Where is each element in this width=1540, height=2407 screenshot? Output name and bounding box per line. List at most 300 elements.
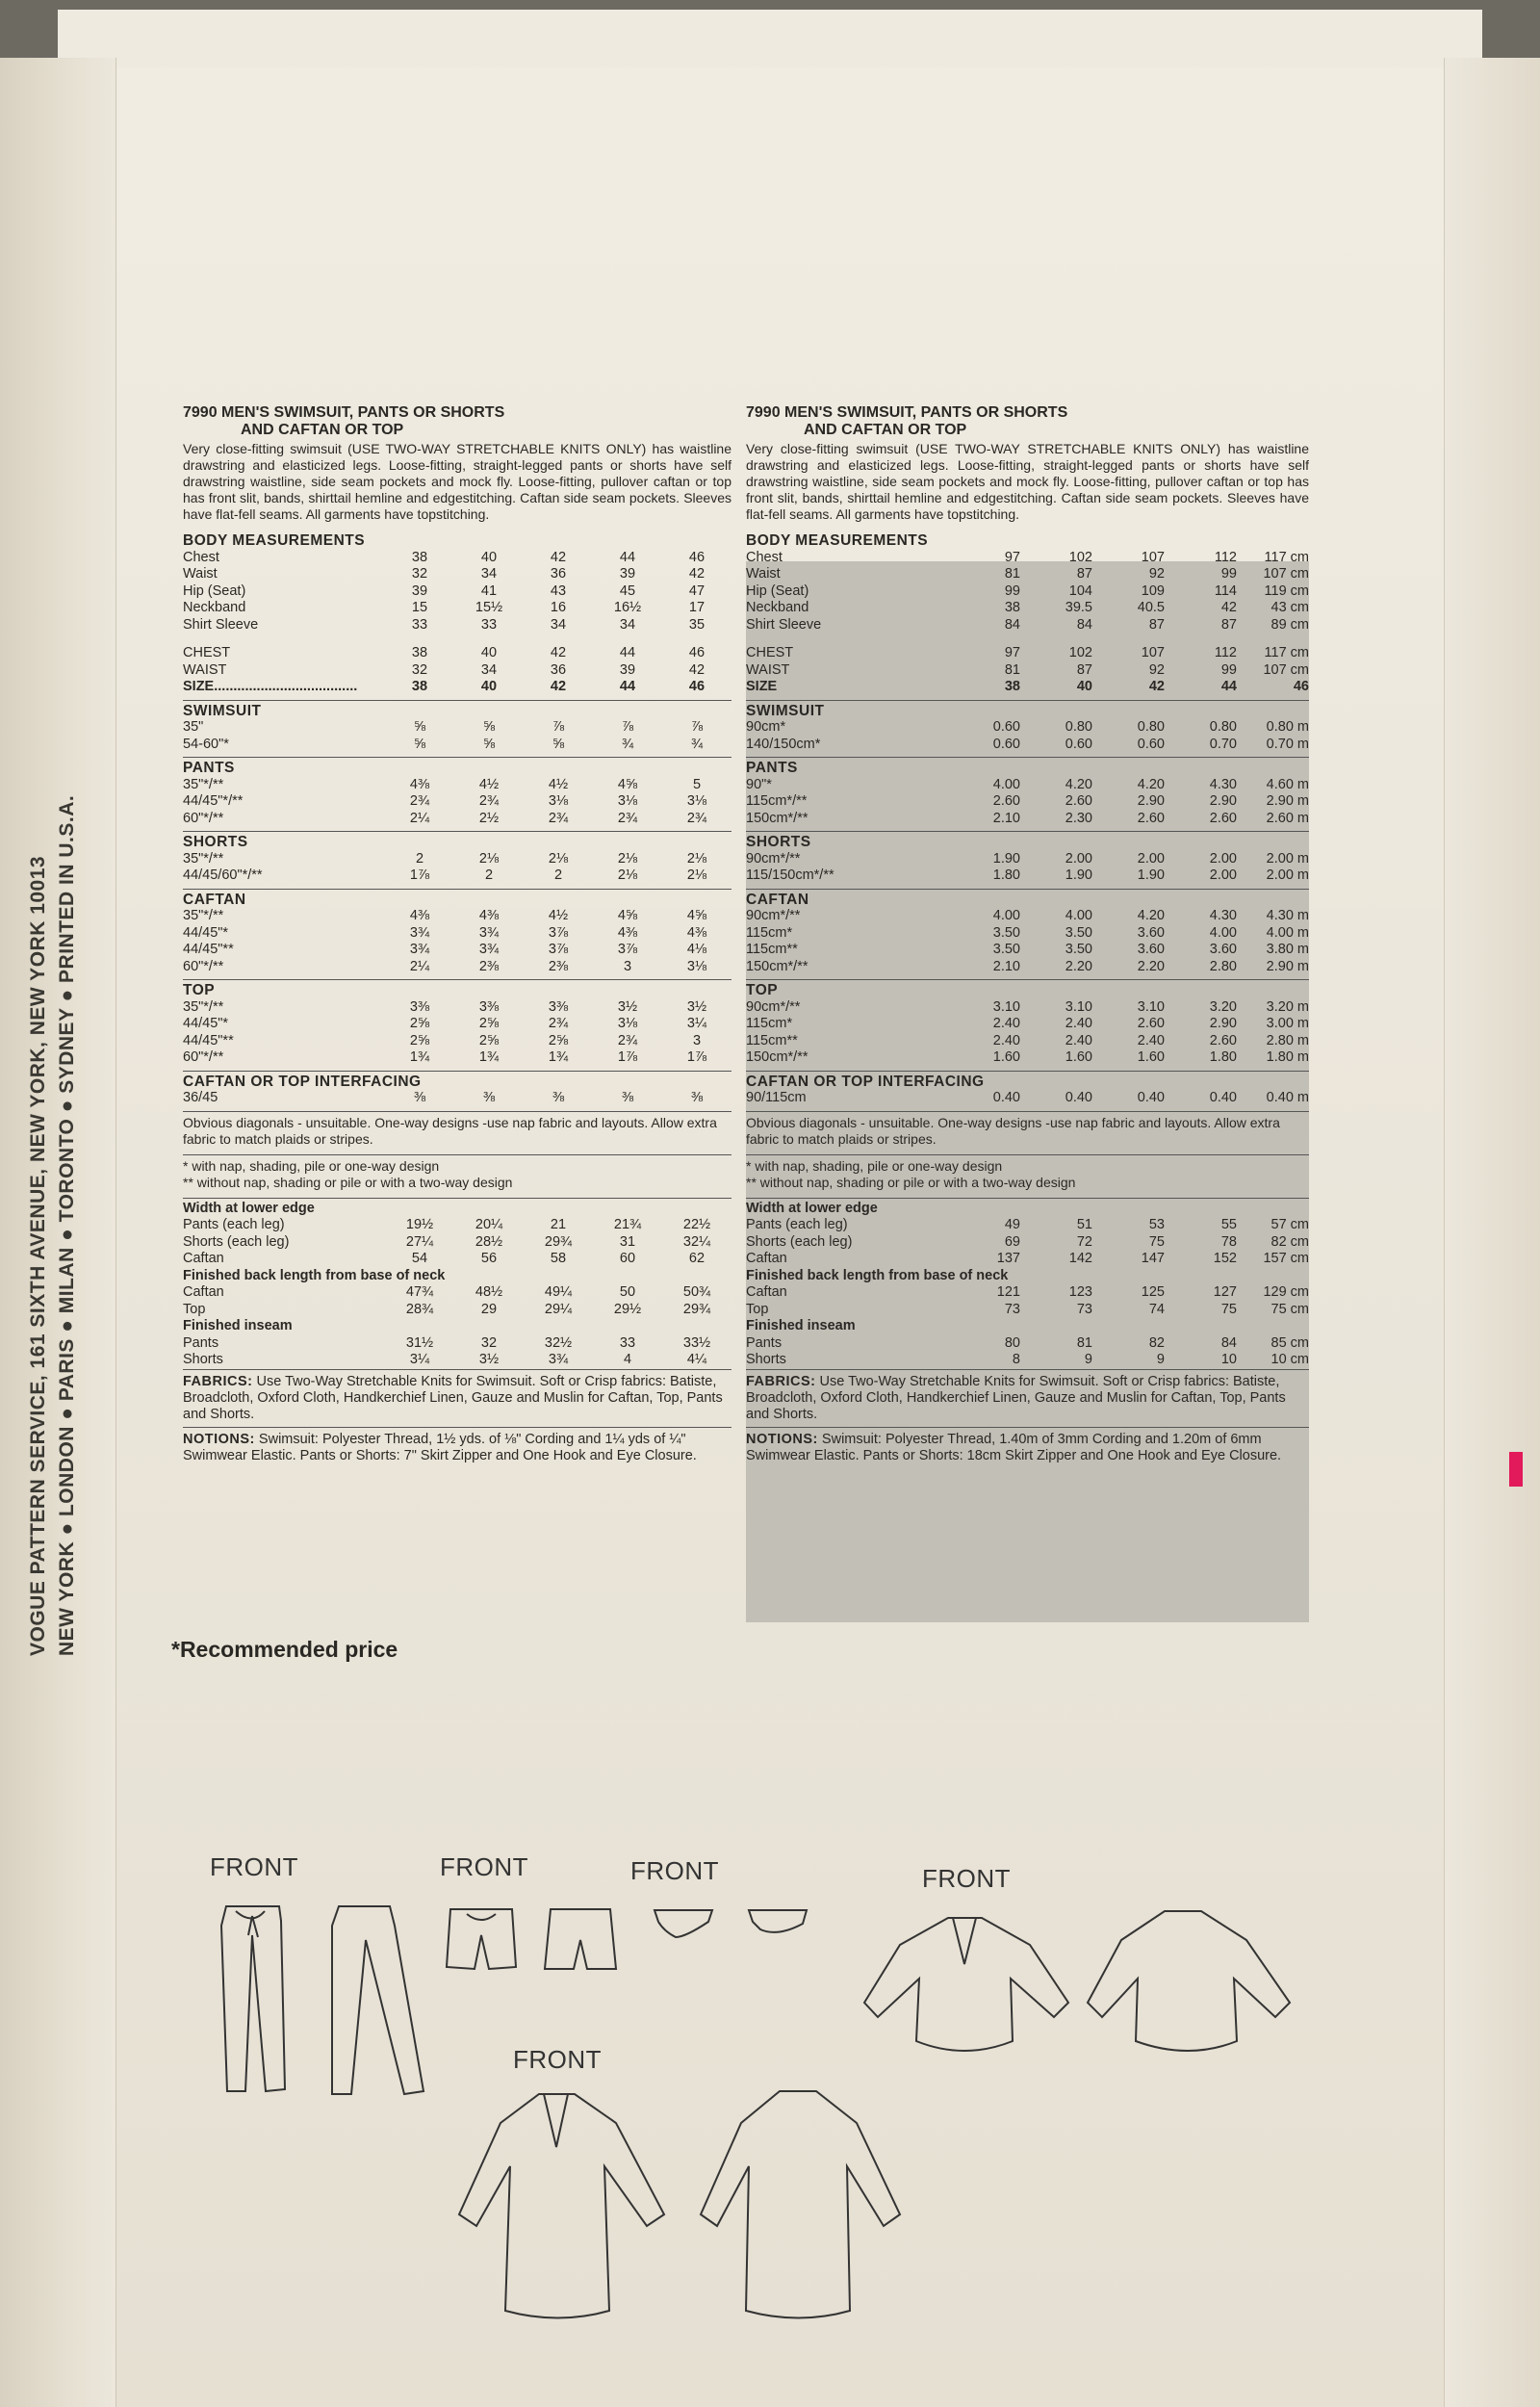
row-value: 44 (619, 549, 636, 565)
row-value: 0.40 (992, 1090, 1020, 1105)
row-value: ¾ (621, 736, 634, 752)
row-value: 3.00 m (1266, 1016, 1309, 1031)
row-value: 99 (1220, 566, 1237, 582)
row-value: 38 (411, 679, 428, 694)
row-label: 44/45"** (183, 942, 234, 957)
row-value: 48½ (475, 1284, 503, 1300)
row-label: Caftan (746, 1284, 787, 1300)
row-label: Shirt Sleeve (746, 616, 822, 633)
row-value: 75 (1220, 1301, 1237, 1317)
row-value: 2.40 (1065, 1032, 1092, 1048)
row-label: SIZE (746, 679, 778, 694)
row-value: 2⅝ (478, 1016, 500, 1031)
notions-label: NOTIONS: (183, 1431, 255, 1447)
row-value: 107 cm (1263, 661, 1309, 678)
row-value: 36 (550, 661, 567, 678)
row-value: 81 (1004, 661, 1020, 678)
row-value: 10 cm (1270, 1352, 1309, 1367)
row-value: 2.40 (992, 1016, 1020, 1031)
row-value: 0.70 (1209, 736, 1237, 752)
row-value: 1.60 (1137, 1049, 1165, 1065)
row-value: 40 (480, 679, 498, 694)
row-value: 1.80 m (1266, 1049, 1309, 1065)
row-value: 57 cm (1270, 1217, 1309, 1232)
row-value: 33 (619, 1334, 636, 1351)
row-value: 42 (1220, 600, 1237, 615)
row-value: 22½ (682, 1217, 711, 1232)
row-value: ⅜ (690, 1090, 704, 1105)
row-value: 137 (996, 1251, 1020, 1266)
row-label: CHEST (183, 645, 231, 660)
row-value: 3⅛ (686, 793, 707, 809)
row-label: Pants (each leg) (746, 1217, 848, 1232)
row-value: 0.60 (1065, 736, 1092, 752)
row-value: 3.20 m (1266, 998, 1309, 1015)
row-value: 75 cm (1270, 1301, 1309, 1317)
row-value: 3⅛ (617, 793, 638, 809)
row-value: 2⅛ (548, 850, 569, 867)
row-label: Shorts (183, 1352, 223, 1367)
row-label: Neckband (183, 600, 246, 615)
fabric-note: Obvious diagonals - unsuitable. One-way designs -use nap fabric and layouts. Allow extra fabric to match plaids or stripes. (183, 1111, 732, 1151)
row-value: 3.50 (1065, 942, 1092, 957)
top-back-drawing (1088, 1911, 1290, 2051)
row-value: 92 (1148, 661, 1165, 678)
row-value: 29 (480, 1301, 498, 1317)
row-value: 3.60 (1137, 924, 1165, 941)
row-value: 127 (1213, 1284, 1237, 1300)
row-value: 92 (1148, 566, 1165, 582)
row-value: 2.60 (1137, 1016, 1165, 1031)
row-value: 47¾ (405, 1284, 434, 1300)
row-value: 15 (411, 600, 428, 615)
row-value: 2.90 m (1266, 793, 1309, 809)
row-label: Caftan (746, 1251, 787, 1266)
row-value: 4⅜ (409, 776, 430, 792)
row-label: CHEST (746, 645, 794, 660)
row-value: 40 (480, 645, 498, 660)
row-value: 3⅛ (686, 958, 707, 974)
section-heading: PANTS (183, 760, 235, 776)
row-value: 142 (1068, 1251, 1092, 1266)
row-value: 38 (411, 645, 428, 660)
row-value: 2⅝ (409, 1032, 430, 1048)
row-value: 21 (550, 1217, 567, 1232)
row-value: 2.80 (1209, 958, 1237, 974)
row-value: 4½ (548, 908, 569, 923)
row-value: 33 (411, 616, 428, 633)
row-value: 3.10 (992, 998, 1020, 1015)
row-value: 87 (1076, 661, 1092, 678)
row-value: 69 (1004, 1233, 1020, 1250)
row-value: 9 (1156, 1352, 1165, 1367)
row-value: 3¼ (409, 1352, 430, 1367)
row-value: 1¾ (409, 1049, 430, 1065)
row-value: 51 (1076, 1217, 1092, 1232)
width-heading: Width at lower edge (746, 1200, 878, 1216)
row-value: 1⅞ (617, 1049, 638, 1065)
row-value: 60 (619, 1251, 636, 1266)
row-value: 35 (688, 616, 706, 633)
row-value: 40 (1076, 679, 1092, 694)
row-value: 39 (619, 661, 636, 678)
row-label: Shorts (each leg) (746, 1233, 853, 1250)
row-value: ⅝ (413, 719, 426, 735)
section-heading: CAFTAN OR TOP INTERFACING (746, 1073, 985, 1090)
top-front-drawing (864, 1918, 1068, 2051)
row-value: 102 (1068, 645, 1092, 660)
row-value: ⅜ (413, 1090, 426, 1105)
row-value: 3¾ (409, 942, 430, 957)
row-value: 38 (411, 549, 428, 565)
row-value: 3⅜ (478, 998, 500, 1015)
row-value: 1⅞ (686, 1049, 707, 1065)
row-value: 3¾ (548, 1352, 569, 1367)
fabrics-text: Use Two-Way Stretchable Knits for Swimsuit. Soft or Crisp fabrics: Batiste, Broadcloth, Oxford Cloth, Handkerchief Linen, Gauze and Muslin for Caftan, Top, Pants and Shorts. (746, 1373, 1286, 1422)
row-value: 2.40 (1137, 1032, 1165, 1048)
row-value: 2.60 (1065, 793, 1092, 809)
row-value: 4.30 (1209, 776, 1237, 792)
row-value: 4.00 m (1266, 924, 1309, 941)
row-value: 114 (1214, 582, 1237, 599)
row-value: 2.60 (992, 793, 1020, 809)
garment-description: Very close-fitting swimsuit (USE TWO-WAY STRETCHABLE KNITS ONLY) has waistline drawstring and elasticized legs. Loose-fitting, straight-legged pants or shorts have self drawstring waistline, side seam pockets and mock fly. Loose-fitting, pullover caftan or top has front slit, bands, shirttail hemline and edgestitching. Caftan side seam pockets. Sleeves have flat-fell seams. All garments have topstitching. (183, 441, 732, 522)
row-value: 87 (1076, 566, 1092, 582)
row-value: 44 (619, 679, 636, 694)
row-value: 3.50 (1065, 924, 1092, 941)
row-value: 4 (623, 1352, 632, 1367)
section-heading: SHORTS (746, 834, 811, 850)
row-value: 3.60 (1137, 942, 1165, 957)
nap-note-without: ** without nap, shading or pile or with a two-way design (183, 1174, 513, 1190)
row-value: 2¾ (548, 1016, 569, 1031)
inseam-heading: Finished inseam (746, 1318, 856, 1333)
row-value: 2.00 (1209, 867, 1237, 883)
garment-description: Very close-fitting swimsuit (USE TWO-WAY STRETCHABLE KNITS ONLY) has waistline drawstring and elasticized legs. Loose-fitting, straight-legged pants or shorts have self drawstring waistline, side seam pockets and mock fly. Loose-fitting, pullover caftan or top has front slit, bands, shirttail hemline and edgestitching. Caftan side seam pockets. Sleeves have flat-fell seams. All garments have topstitching. (746, 441, 1309, 522)
row-label: Top (183, 1301, 206, 1317)
row-label: Shorts (746, 1352, 786, 1367)
row-label: 36/45 (183, 1090, 218, 1105)
row-value: 2.80 m (1266, 1032, 1309, 1048)
row-value: 4⅝ (617, 776, 638, 792)
row-value: 2.20 (1137, 958, 1165, 974)
row-value: 2⅝ (548, 1032, 569, 1048)
row-value: 4⅝ (617, 908, 638, 923)
row-value: 42 (550, 679, 567, 694)
row-value: 27¼ (405, 1233, 434, 1250)
row-label: 44/45/60"*/** (183, 867, 263, 883)
row-value: 119 cm (1264, 582, 1309, 599)
row-value: 32½ (544, 1334, 573, 1351)
row-value: 81 (1004, 566, 1020, 582)
row-label: 115cm* (746, 1016, 793, 1031)
row-value: 112 (1214, 645, 1237, 660)
row-value: ⅞ (690, 719, 704, 735)
row-value: 42 (1148, 679, 1165, 694)
row-value: 87 (1148, 616, 1165, 633)
row-value: 2.00 (1065, 850, 1092, 867)
row-value: 43 cm (1270, 600, 1309, 615)
row-value: 2.10 (992, 810, 1020, 826)
row-label: 115cm* (746, 924, 793, 941)
row-label: 35"*/** (183, 908, 224, 923)
row-label: 140/150cm* (746, 736, 821, 752)
row-value: 4½ (548, 776, 569, 792)
row-label: 44/45"* (183, 1016, 229, 1031)
row-value: 117 cm (1264, 645, 1309, 660)
back-length-heading: Finished back length from base of neck (746, 1267, 1009, 1283)
row-label: 44/45"*/** (183, 793, 244, 809)
fabric-note: Obvious diagonals - unsuitable. One-way designs -use nap fabric and layouts. Allow extra fabric to match plaids or stripes. (746, 1111, 1309, 1151)
row-value: ⅜ (552, 1090, 565, 1105)
row-value: 97 (1004, 549, 1020, 565)
row-label: WAIST (183, 661, 227, 678)
row-value: 42 (688, 661, 706, 678)
row-value: 34 (480, 661, 498, 678)
label-pants-front: FRONT (210, 1852, 299, 1881)
pants-front-drawing (221, 1906, 285, 2091)
fabrics-text: Use Two-Way Stretchable Knits for Swimsuit. Soft or Crisp fabrics: Batiste, Broadcloth, Oxford Cloth, Handkerchief Linen, Gauze and Muslin for Caftan, Top, Pants and Shorts. (183, 1373, 723, 1422)
row-value: 109 (1141, 582, 1165, 599)
row-value: 39 (619, 566, 636, 582)
row-value: 32 (411, 661, 428, 678)
row-value: 49¼ (544, 1284, 573, 1300)
row-value: 47 (688, 582, 706, 599)
row-label: SIZE..................................... (183, 679, 358, 694)
row-label: 90/115cm (746, 1090, 807, 1105)
section-heading: SWIMSUIT (746, 702, 825, 719)
row-value: 82 (1148, 1334, 1165, 1351)
row-value: 49 (1004, 1217, 1020, 1232)
row-value: 1⅞ (409, 867, 430, 883)
row-value: 46 (688, 549, 706, 565)
row-value: 2.10 (992, 958, 1020, 974)
row-value: 87 (1220, 616, 1237, 633)
row-value: 4⅜ (409, 908, 430, 923)
row-value: 99 (1004, 582, 1020, 599)
section-heading: CAFTAN (746, 891, 809, 908)
row-value: 2.90 (1137, 793, 1165, 809)
body-measurements-heading: BODY MEASUREMENTS (746, 532, 929, 549)
row-value: 2⅛ (617, 850, 638, 867)
row-value: 28½ (475, 1233, 503, 1250)
row-value: 89 cm (1270, 616, 1309, 633)
row-value: 46 (1293, 679, 1309, 694)
row-value: 2.40 (1065, 1016, 1092, 1031)
row-value: 0.80 (1209, 719, 1237, 735)
title-line2: AND CAFTAN OR TOP (241, 422, 404, 438)
row-value: 4.30 (1209, 908, 1237, 923)
row-label: Hip (Seat) (746, 582, 809, 599)
row-value: 2¼ (409, 810, 430, 826)
section-heading: TOP (183, 982, 216, 998)
row-label: Shorts (each leg) (183, 1233, 290, 1250)
row-value: 4.00 (1209, 924, 1237, 941)
row-value: 29¾ (544, 1233, 573, 1250)
back-length-heading: Finished back length from base of neck (183, 1267, 446, 1283)
row-label: 35"*/** (183, 850, 224, 867)
row-value: 1.90 (1065, 867, 1092, 883)
label-caftan-front: FRONT (513, 2045, 603, 2074)
row-value: 3⅜ (409, 998, 430, 1015)
row-value: 3⅜ (548, 998, 569, 1015)
row-value: ⅝ (413, 736, 426, 752)
row-value: 123 (1068, 1284, 1092, 1300)
row-value: 3¾ (478, 924, 500, 941)
row-value: 97 (1004, 645, 1020, 660)
row-value: ⅜ (482, 1090, 496, 1105)
row-value: 78 (1220, 1233, 1237, 1250)
row-value: 2¾ (617, 810, 638, 826)
nap-note-without: ** without nap, shading or pile or with a two-way design (746, 1174, 1076, 1190)
caftan-front-drawing (459, 2094, 664, 2318)
row-value: 29½ (613, 1301, 642, 1317)
nap-note-with: * with nap, shading, pile or one-way design (183, 1157, 440, 1174)
row-value: 2.30 (1065, 810, 1092, 826)
row-value: 147 (1141, 1251, 1165, 1266)
fabrics-label: FABRICS: (746, 1373, 816, 1389)
row-label: Pants (183, 1334, 219, 1351)
row-value: 1.80 (992, 867, 1020, 883)
row-value: 74 (1148, 1301, 1165, 1317)
row-value: 1.90 (992, 850, 1020, 867)
row-label: Caftan (183, 1251, 224, 1266)
notions-label: NOTIONS: (746, 1431, 818, 1447)
row-value: 50¾ (682, 1284, 711, 1300)
row-label: Waist (746, 566, 781, 582)
row-value: 84 (1076, 616, 1092, 633)
row-value: 4.20 (1137, 908, 1165, 923)
row-value: 62 (688, 1251, 706, 1266)
row-value: 2.20 (1065, 958, 1092, 974)
row-value: 16 (550, 600, 567, 615)
row-value: 2⅝ (478, 1032, 500, 1048)
label-swimsuit-front: FRONT (630, 1856, 720, 1885)
row-value: 2.60 (1209, 1032, 1237, 1048)
row-value: 3¾ (409, 924, 430, 941)
row-value: 2.60 (1209, 810, 1237, 826)
shorts-front-drawing (447, 1909, 516, 1969)
row-value: 4.60 m (1266, 776, 1309, 792)
row-value: 29¼ (544, 1301, 573, 1317)
fabrics-label: FABRICS: (183, 1373, 253, 1389)
row-value: 2.40 (992, 1032, 1020, 1048)
row-value: 4.00 (992, 776, 1020, 792)
row-label: 35" (183, 719, 204, 735)
title-line1: MEN'S SWIMSUIT, PANTS OR SHORTS (784, 404, 1068, 421)
row-value: 16½ (613, 600, 642, 615)
row-value: 3⅛ (548, 793, 569, 809)
swimsuit-front-drawing (654, 1910, 712, 1937)
row-value: 107 (1141, 549, 1165, 565)
inseam-heading: Finished inseam (183, 1318, 293, 1333)
row-value: 4.00 (992, 908, 1020, 923)
row-label: Top (746, 1301, 769, 1317)
row-value: 157 cm (1263, 1251, 1309, 1266)
row-value: 44 (1220, 679, 1237, 694)
row-value: 0.60 (1137, 736, 1165, 752)
row-value: 19½ (405, 1217, 434, 1232)
row-value: 39.5 (1065, 600, 1092, 615)
row-label: 115cm** (746, 942, 798, 957)
row-value: 2¾ (617, 1032, 638, 1048)
row-value: 125 (1141, 1284, 1165, 1300)
row-value: 102 (1068, 549, 1092, 565)
row-value: 56 (480, 1251, 498, 1266)
row-label: Pants (each leg) (183, 1217, 285, 1232)
row-value: 32¼ (682, 1233, 711, 1250)
row-value: 4.00 (1065, 908, 1092, 923)
row-value: 3⅞ (617, 942, 638, 957)
nap-note-with: * with nap, shading, pile or one-way design (746, 1157, 1003, 1174)
section-heading: PANTS (746, 760, 798, 776)
row-label: 115/150cm*/** (746, 867, 834, 883)
row-value: 2.90 (1209, 1016, 1237, 1031)
row-value: 3⅞ (548, 924, 569, 941)
section-heading: SHORTS (183, 834, 248, 850)
row-label: 60"*/** (183, 958, 224, 974)
row-value: 99 (1220, 661, 1237, 678)
row-value: 2¾ (409, 793, 430, 809)
row-value: ⅝ (482, 736, 496, 752)
row-label: 150cm*/** (746, 958, 808, 974)
row-label: Pants (746, 1334, 783, 1351)
row-value: 3.80 m (1266, 942, 1309, 957)
row-value: 2⅛ (478, 850, 500, 867)
row-value: 43 (550, 582, 567, 599)
row-value: 0.60 (992, 719, 1020, 735)
publisher-cities: NEW YORK ● LONDON ● PARIS ● MILAN ● TORONTO ● SYDNEY ● PRINTED IN U.S.A. (56, 794, 78, 1656)
row-value: 3.60 (1209, 942, 1237, 957)
row-value: 0.60 (992, 736, 1020, 752)
row-value: 104 (1068, 582, 1092, 599)
row-value: 17 (688, 600, 706, 615)
row-value: 34 (550, 616, 567, 633)
row-value: 4.20 (1065, 776, 1092, 792)
row-value: 0.40 (1209, 1090, 1237, 1105)
row-label: 35"*/** (183, 776, 224, 792)
section-heading: SWIMSUIT (183, 702, 262, 719)
section-heading: CAFTAN (183, 891, 246, 908)
row-value: 0.80 (1065, 719, 1092, 735)
row-value: 1.80 (1209, 1049, 1237, 1065)
row-value: 4⅝ (686, 908, 707, 923)
row-value: 55 (1220, 1217, 1237, 1232)
row-value: 2.90 (1209, 793, 1237, 809)
row-value: 0.40 (1065, 1090, 1092, 1105)
row-value: 54 (411, 1251, 428, 1266)
row-value: 31 (619, 1233, 636, 1250)
row-label: 35"*/** (183, 998, 224, 1015)
row-value: 129 cm (1263, 1284, 1309, 1300)
row-value: 3½ (686, 998, 707, 1015)
row-value: 2¾ (686, 810, 707, 826)
row-value: 4½ (478, 776, 500, 792)
row-value: 73 (1076, 1301, 1092, 1317)
row-value: 3.10 (1065, 998, 1092, 1015)
row-value: 42 (550, 549, 567, 565)
row-value: 85 cm (1270, 1334, 1309, 1351)
row-value: 50 (619, 1284, 636, 1300)
row-value: ⅝ (482, 719, 496, 735)
label-top-front: FRONT (922, 1864, 1012, 1893)
row-value: 3.50 (992, 924, 1020, 941)
row-value: 2.60 (1137, 810, 1165, 826)
row-value: 2¾ (478, 793, 500, 809)
row-value: 2.00 (1137, 850, 1165, 867)
row-value: 28¾ (405, 1301, 434, 1317)
row-value: 117 cm (1264, 549, 1309, 565)
